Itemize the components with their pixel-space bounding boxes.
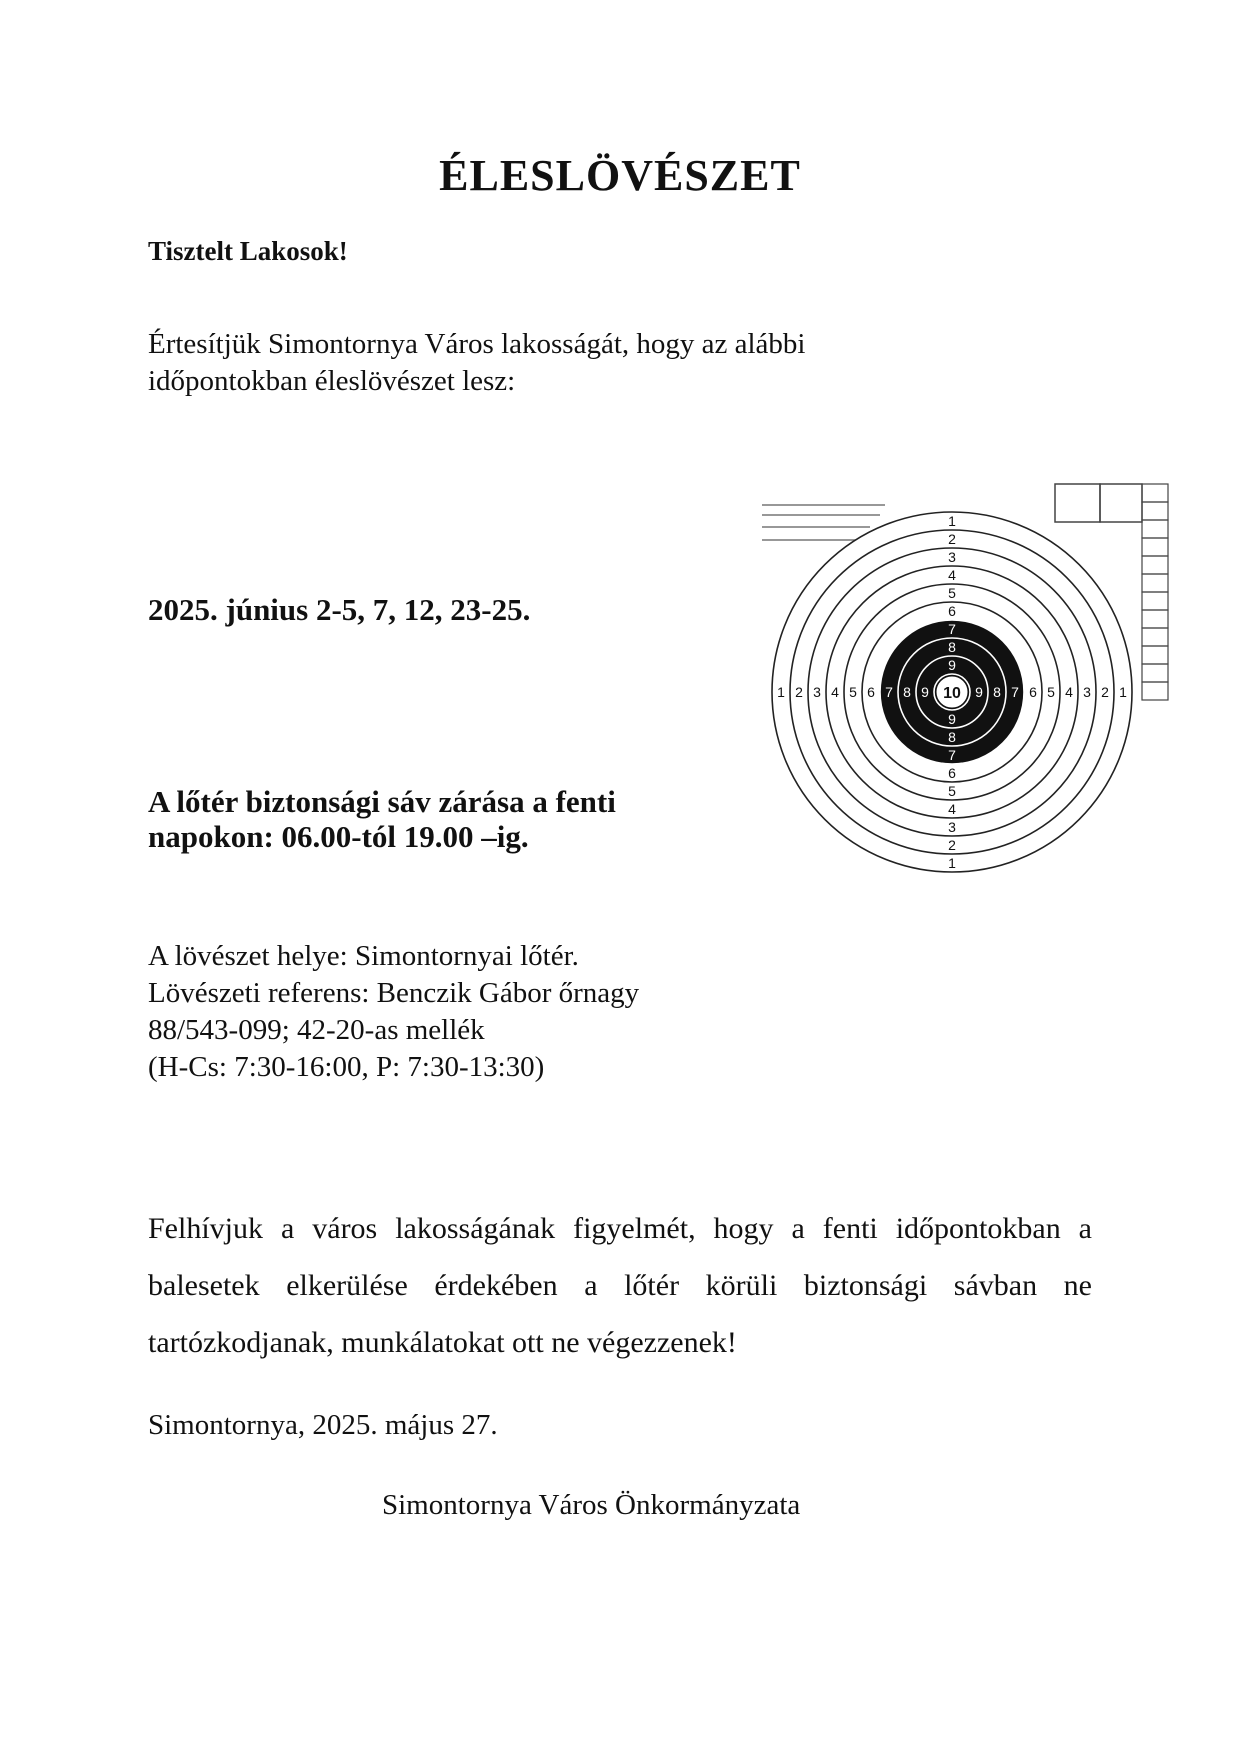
page-title: ÉLESLÖVÉSZET <box>439 151 801 200</box>
score-column-cell <box>1142 646 1168 664</box>
ring-number: 3 <box>948 549 956 565</box>
ring-number: 10 <box>943 685 961 702</box>
score-column-cell <box>1142 628 1168 646</box>
contact-phone: 88/543-099; 42-20-as mellék <box>148 1014 485 1046</box>
score-column-cell <box>1142 610 1168 628</box>
shooting-dates: 2025. június 2-5, 7, 12, 23-25. <box>148 592 531 627</box>
ring-number: 9 <box>975 684 983 700</box>
contact-hours: (H-Cs: 7:30-16:00, P: 7:30-13:30) <box>148 1051 545 1083</box>
ring-number: 8 <box>993 684 1001 700</box>
ring-number: 6 <box>867 684 875 700</box>
ring-number: 2 <box>795 684 803 700</box>
greeting: Tisztelt Lakosok! <box>148 236 348 266</box>
ring-number: 4 <box>948 567 956 583</box>
ring-number: 5 <box>849 684 857 700</box>
ring-number: 8 <box>948 639 956 655</box>
score-column-cell <box>1142 682 1168 700</box>
ring-number: 5 <box>1047 684 1055 700</box>
contact-location: A lövészet helye: Simontornyai lőtér. <box>148 940 579 972</box>
score-column-cell <box>1142 556 1168 574</box>
ring-number: 8 <box>903 684 911 700</box>
ring-number: 5 <box>948 783 956 799</box>
intro-line-2: időpontokban éleslövészet lesz: <box>148 365 516 397</box>
ring-number: 2 <box>948 837 956 853</box>
ring-number: 4 <box>1065 684 1073 700</box>
shooting-target-icon <box>760 482 1200 882</box>
score-column-cell <box>1142 538 1168 556</box>
score-box <box>1100 484 1142 522</box>
ring-number: 6 <box>948 765 956 781</box>
ring-number: 3 <box>813 684 821 700</box>
ring-number: 7 <box>885 684 893 700</box>
ring-number: 4 <box>831 684 839 700</box>
signature: Simontornya Város Önkormányzata <box>382 1489 801 1521</box>
ring-number: 1 <box>948 513 956 529</box>
ring-number: 3 <box>948 819 956 835</box>
ring-number: 7 <box>948 621 956 637</box>
ring-number: 2 <box>948 531 956 547</box>
ring-number: 9 <box>921 684 929 700</box>
score-column-cell <box>1142 484 1168 502</box>
place-date: Simontornya, 2025. május 27. <box>148 1409 498 1441</box>
warning-paragraph: Felhívjuk a város lakosságának figyelmét, hogy a fenti időpontokban a balesetek elkerülése érdekében a lőtér körüli biztonsági sávban ne tartózkodjanak, munkálatokat ott ne végezzenek! <box>148 1212 1092 1359</box>
ring-number: 8 <box>948 729 956 745</box>
score-column-cell <box>1142 664 1168 682</box>
closure-line-2: napokon: 06.00-tól 19.00 –ig. <box>148 819 529 854</box>
ring-number: 1 <box>777 684 785 700</box>
ring-number: 1 <box>1119 684 1127 700</box>
ring-number: 5 <box>948 585 956 601</box>
score-column-cell <box>1142 520 1168 538</box>
intro-line-1: Értesítjük Simontornya Város lakosságát, hogy az alábbi <box>148 328 806 360</box>
ring-number: 1 <box>948 855 956 871</box>
ring-number: 7 <box>1011 684 1019 700</box>
contact-referent: Lövészeti referens: Benczik Gábor őrnagy <box>148 977 640 1009</box>
score-column-cell <box>1142 592 1168 610</box>
ring-number: 4 <box>948 801 956 817</box>
ring-number: 7 <box>948 747 956 763</box>
ring-number: 9 <box>948 657 956 673</box>
score-column-cell <box>1142 574 1168 592</box>
closure-line-1: A lőtér biztonsági sáv zárása a fenti <box>148 784 616 819</box>
score-box <box>1055 484 1100 522</box>
score-column-cell <box>1142 502 1168 520</box>
ring-number: 9 <box>948 711 956 727</box>
ring-number: 3 <box>1083 684 1091 700</box>
ring-number: 6 <box>948 603 956 619</box>
ring-number: 2 <box>1101 684 1109 700</box>
ring-number: 6 <box>1029 684 1037 700</box>
